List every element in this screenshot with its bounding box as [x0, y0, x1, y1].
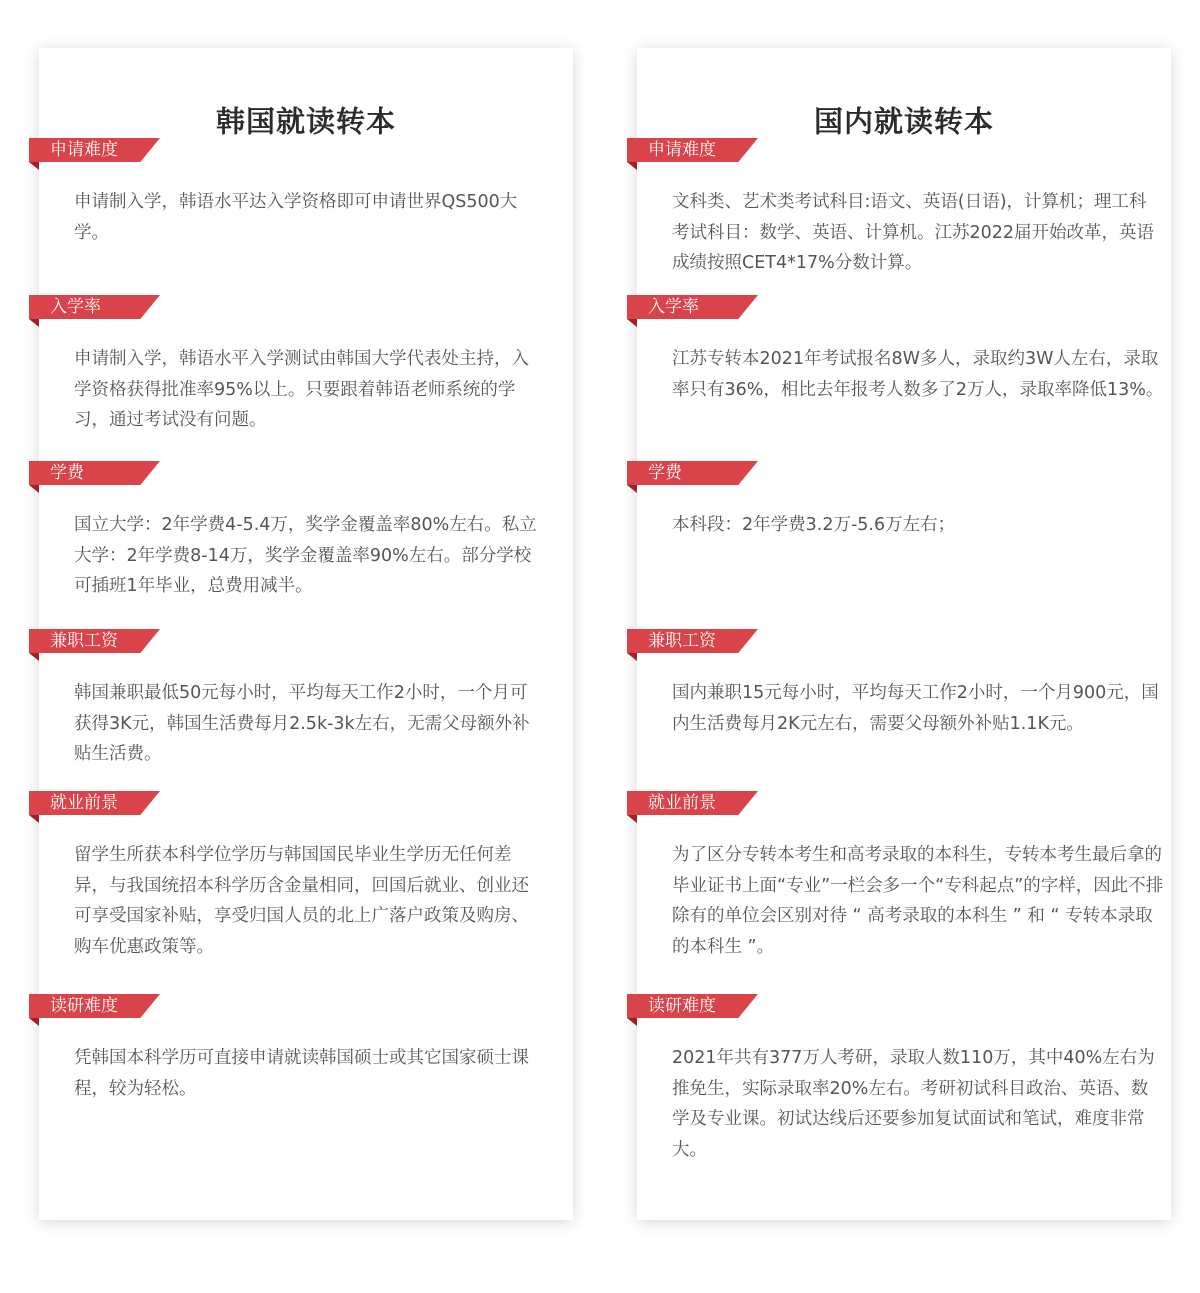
tag-label: 入学率 — [50, 297, 101, 317]
section-text: 为了区分专转本考生和高考录取的本科生，专转本考生最后拿的毕业证书上面“专业”一栏会多一个“专科起点”的字样，因此不排除有的单位会区别对待 “ 高考录取的本科生 ” 和 “ 专转本录取的本科生 ”。 — [672, 845, 1164, 957]
tag-label: 兼职工资 — [648, 631, 716, 651]
section-tag — [29, 791, 160, 829]
section-tag — [627, 629, 758, 667]
tag-fold — [627, 653, 637, 661]
section-tag — [29, 629, 160, 667]
section-tag — [29, 461, 160, 499]
section-text: 申请制入学，韩语水平达入学资格即可申请世界QS500大学。 — [74, 192, 518, 243]
tag-label: 申请难度 — [50, 140, 118, 160]
korea-study-card — [39, 48, 573, 1220]
tag-fold — [29, 653, 39, 661]
tag-label: 学费 — [648, 463, 682, 483]
section-tag — [627, 791, 758, 829]
section-text: 江苏专转本2021年考试报名8W多人，录取约3W人左右，录取率只有36%，相比去年报考人数多了2万人，录取率降低13%。 — [672, 349, 1164, 400]
card-title: 国内就读转本 — [813, 104, 994, 139]
section-text: 2021年共有377万人考研，录取人数110万，其中40%左右为推免生，实际录取率20%左右。考研初试科目政治、英语、数学及专业课。初试达线后还要参加复试面试和笔试，难度非常大。 — [672, 1048, 1155, 1160]
tag-fold — [627, 815, 637, 823]
tag-label: 学费 — [50, 463, 84, 483]
section-text: 国内兼职15元每小时，平均每天工作2小时，一个月900元，国内生活费每月2K元左右，需要父母额外补贴1.1K元。 — [672, 683, 1159, 734]
section-tag — [627, 994, 758, 1032]
tag-fold — [627, 1018, 637, 1026]
section-tag — [29, 994, 160, 1032]
tag-fold — [29, 162, 39, 170]
domestic-study-card — [637, 48, 1171, 1220]
tag-fold — [627, 162, 637, 170]
tag-ribbon — [627, 461, 758, 485]
section-text: 留学生所获本科学位学历与韩国国民毕业生学历无任何差异，与我国统招本科学历含金量相同，回国后就业、创业还可享受国家补贴，享受归国人员的北上广落户政策及购房、购车优惠政策等。 — [74, 845, 529, 957]
tag-ribbon — [29, 461, 160, 485]
tag-label: 入学率 — [648, 297, 699, 317]
section-tag — [627, 138, 758, 176]
tag-fold — [29, 1018, 39, 1026]
tag-fold — [627, 485, 637, 493]
section-tag — [29, 138, 160, 176]
section-text: 凭韩国本科学历可直接申请就读韩国硕士或其它国家硕士课程，较为轻松。 — [74, 1048, 529, 1099]
tag-label: 兼职工资 — [50, 631, 118, 651]
section-text: 申请制入学，韩语水平入学测试由韩国大学代表处主持，入学资格获得批准率95%以上。只要跟着韩语老师系统的学习，通过考试没有问题。 — [74, 349, 529, 430]
section-text: 国立大学：2年学费4-5.4万，奖学金覆盖率80%左右。私立大学：2年学费8-14万，奖学金覆盖率90%左右。部分学校可插班1年毕业，总费用减半。 — [74, 515, 537, 596]
card-title: 韩国就读转本 — [215, 104, 396, 139]
tag-label: 就业前景 — [648, 793, 716, 813]
section-tag — [29, 295, 160, 333]
tag-fold — [627, 319, 637, 327]
tag-fold — [29, 319, 39, 327]
tag-label: 读研难度 — [50, 996, 118, 1016]
tag-fold — [29, 815, 39, 823]
tag-label: 申请难度 — [648, 140, 716, 160]
section-tag — [627, 295, 758, 333]
section-text: 本科段：2年学费3.2万-5.6万左右； — [672, 515, 956, 535]
section-text: 文科类、艺术类考试科目:语文、英语(日语)，计算机；理工科考试科目：数学、英语、计算机。江苏2022届开始改革，英语成绩按照CET4*17%分数计算。 — [672, 192, 1155, 273]
section-tag — [627, 461, 758, 499]
tag-fold — [29, 485, 39, 493]
section-text: 韩国兼职最低50元每小时，平均每天工作2小时，一个月可获得3K元，韩国生活费每月2.5k-3k左右，无需父母额外补贴生活费。 — [74, 683, 530, 764]
tag-label: 读研难度 — [648, 996, 716, 1016]
tag-label: 就业前景 — [50, 793, 118, 813]
